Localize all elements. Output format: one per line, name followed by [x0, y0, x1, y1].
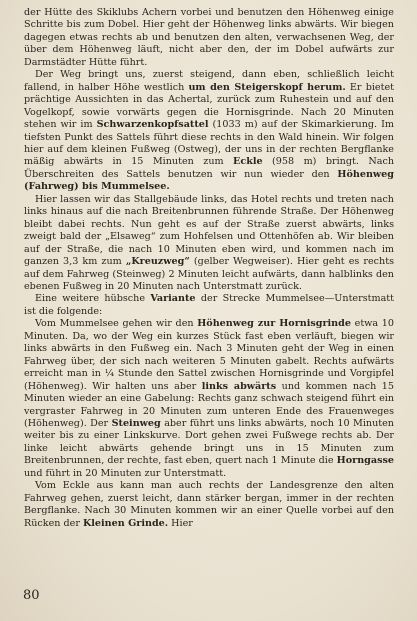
paragraph — [24, 69, 394, 194]
text-run: (1033 m) auf der Skimarkierung. Im tiefsten Punkt des Sattels führt diese rechts in den Wald hinein. Wir folgen hier auf dem kleinen Fußweg (Ostweg), der uns in der rechten Bergflanke mäßig abwärts in 15 Minuten zum — [24, 119, 394, 168]
text-run: aber führt uns links abwärts, noch 10 Minuten weiter bis zu einer Linkskurve. Dort gehen zwei Fußwege rechts ab. Der linke leicht abwärts gehende bringt uns in 15 Minuten zum Breitenbrunnen, der rechte, fast eben, quert nach 1 Minute die — [24, 417, 394, 467]
bold-text: links abwärts — [201, 380, 277, 392]
text-run: Hier — [168, 517, 193, 529]
text-run: Er bietet prächtige Aussichten in das Achertal, zurück zum Ruhestein und auf den Vogelkopf, sowie vorwärts gegen die Hornisgrinde. Nach 20 Minuten stehen wir im — [24, 81, 394, 131]
paragraph — [24, 194, 394, 294]
paragraph — [24, 480, 394, 530]
bold-text: Steinweg — [111, 417, 161, 429]
text-run: etwa 10 Minuten. Da, wo der Weg ein kurzes Stück fast eben verläuft, biegen wir links abwärts in den Fußweg ein. Nach 3 Minuten geht der Weg in einen Fahrweg über, der sich nach weiteren 5 Minuten gabelt. Rechts aufwärts erreicht man in ¼ Stunde den Sattel zwischen Hornisgrinde und Vorgipfel (Höhenweg). Wir halten uns aber — [24, 318, 394, 392]
text-run: Der Weg bringt uns, zuerst steigend, dann eben, schließlich leicht fallend, in halber Höhe westlich — [24, 69, 394, 93]
body-text — [24, 7, 394, 530]
bold-text: Variante — [150, 293, 196, 305]
bold-text: Eckle — [233, 156, 263, 168]
text-run: Eine weitere hübsche — [35, 293, 151, 305]
bold-text: um den Steigerskopf herum. — [188, 81, 346, 93]
bold-text: Höhenweg (Fahrweg) bis Mummelsee. — [24, 168, 394, 193]
paragraph — [24, 7, 394, 69]
paragraph — [24, 293, 394, 318]
text-run: Hier lassen wir das Stallgebäude links, das Hotel rechts und treten nach links hinaus auf die nach Breitenbrunnen führende Straße. Der Höhenweg bleibt dabei rechts. Nun geht es auf der Straße zuerst abwärts, links zweigt bald der „Elsaweg“ zum Hohfelsen und Ottenhöfen ab. Wir bleiben auf der Straße, die nach 10 Minuten eben wird, und kommen nach im ganzen 3,3 km zum — [24, 193, 394, 268]
bold-text: Schwarzenkopfsattel — [96, 119, 209, 131]
bold-text: „Kreuzweg“ — [125, 256, 190, 268]
bold-text: Horngasse — [336, 455, 394, 467]
bold-text: Kleinen Grinde. — [82, 517, 169, 529]
text-run: (958 m) bringt. Nach Überschreiten des Sattels benutzen wir nun wieder den — [24, 156, 394, 180]
text-run: der Hütte des Skiklubs Achern vorbei und benutzen den Höhenweg einige Schritte bis zum Dobel. Hier geht der Höhenweg links abwärts. Wir biegen dagegen etwas rechts ab und benutzen den alten, verwachsenen Weg, der über dem Höhenweg läuft, nicht aber den, der im Dobel aufwärts zur Darmstädter Hütte führt. — [24, 7, 394, 68]
text-run: Vom Mummelsee gehen wir den — [35, 318, 198, 330]
text-run: (gelber Wegweiser). Hier geht es rechts auf dem Fahrweg (Steinweg) 2 Minuten leicht aufwärts, dann halblinks den ebenen Fußweg in 20 Minuten nach Unterstmatt zurück. — [24, 256, 394, 292]
text-run: der Strecke Mummelsee—Unterstmatt ist die folgende: — [24, 293, 394, 317]
text-run: Vom Eckle aus kann man auch rechts der Landesgrenze den alten Fahrweg gehen, zuerst leicht, dann stärker bergan, immer in der rechten Bergflanke. Nach 30 Minuten kommen wir an einer Quelle vorbei auf den Rücken der — [24, 480, 394, 529]
text-run: und führt in 20 Minuten zur Unterstmatt. — [24, 467, 227, 479]
bold-text: Höhenweg zur Hornisgrinde — [197, 318, 351, 330]
paragraph — [24, 318, 394, 480]
page-number: 80 — [23, 588, 40, 603]
text-run: und kommen nach 15 Minuten wieder an eine Gabelung: Rechts ganz schwach steigend führt ein vergraster Fahrweg in 20 Minuten zum unteren Ende des Frauenweges (Höhenweg). Der — [24, 380, 394, 429]
